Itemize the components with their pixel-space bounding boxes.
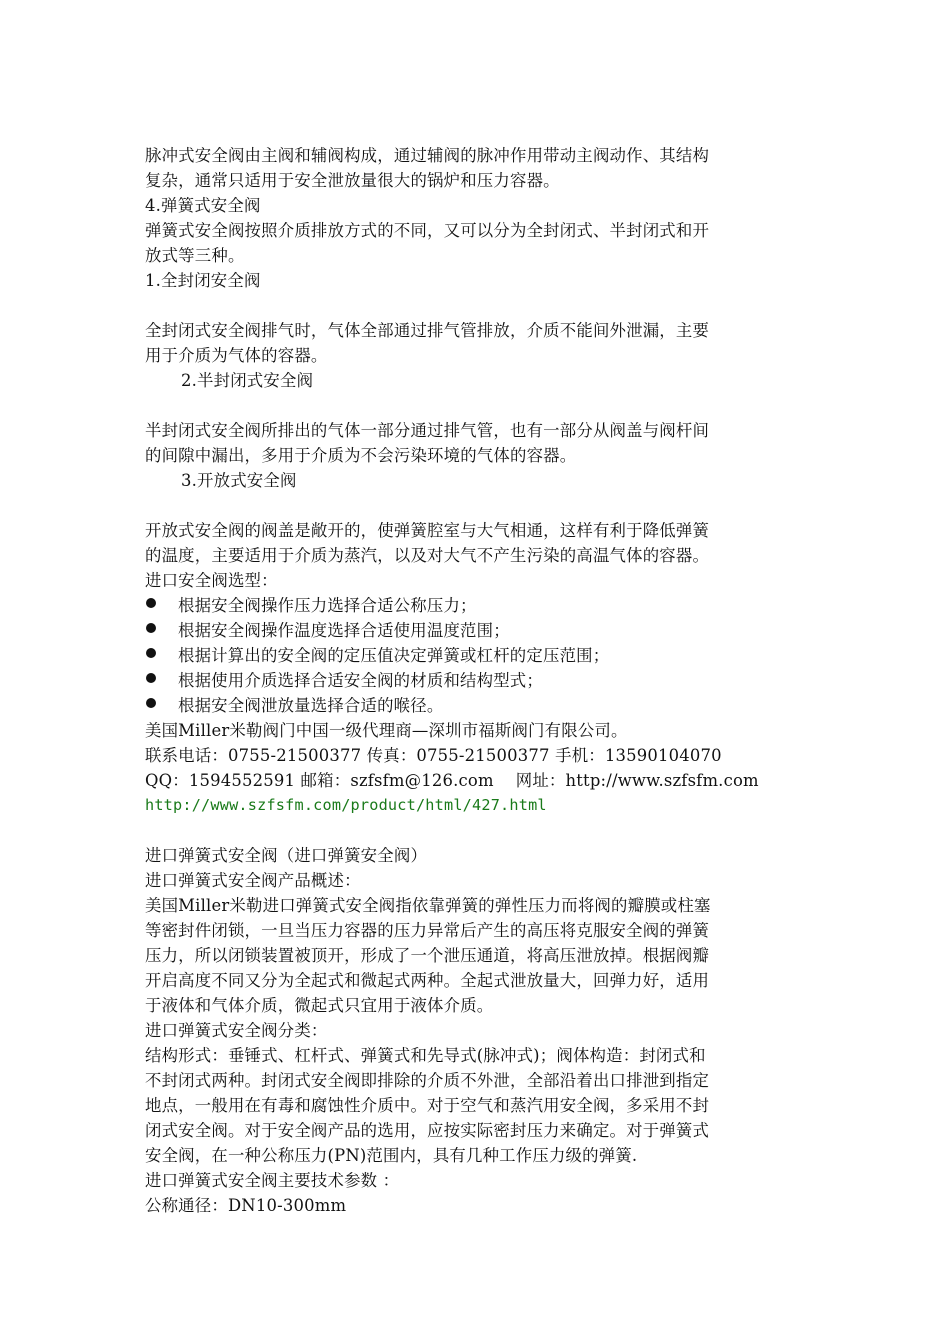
company-line: 美国Miller米勒阀门中国一级代理商—深圳市福斯阀门有限公司。 bbox=[145, 721, 628, 740]
qq-email-line: QQ：1594552591 邮箱：szfsfm@126.com 网址：http://www.szfsfm.com bbox=[145, 771, 759, 790]
subsection-heading: 3.开放式安全阀 bbox=[181, 471, 297, 490]
text-line: 美国Miller米勒进口弹簧式安全阀指依靠弹簧的弹性压力而将阀的瓣膜或柱塞 bbox=[145, 896, 711, 915]
list-item: 根据安全阀操作温度选择合适使用温度范围； bbox=[178, 621, 510, 640]
text-line: 弹簧式安全阀按照介质排放方式的不同，又可以分为全封闭式、半封闭式和开 bbox=[145, 221, 710, 240]
list-item: 根据安全阀操作压力选择合适公称压力； bbox=[178, 596, 477, 615]
list-item: 根据使用介质选择合适安全阀的材质和结构型式； bbox=[178, 671, 543, 690]
list-item: 根据计算出的安全阀的定压值决定弹簧或杠杆的定压范围； bbox=[178, 646, 610, 665]
text-line: 地点，一般用在有毒和腐蚀性介质中。对于空气和蒸汽用安全阀，多采用不封 bbox=[145, 1096, 710, 1115]
text-line: 半封闭式安全阀所排出的气体一部分通过排气管，也有一部分从阀盖与阀杆间 bbox=[145, 421, 710, 440]
bullet-icon bbox=[146, 698, 156, 708]
overview-title: 进口弹簧式安全阀产品概述： bbox=[145, 871, 361, 890]
text-line: 等密封件闭锁，一旦当压力容器的压力异常后产生的高压将克服安全阀的弹簧 bbox=[145, 921, 710, 940]
nominal-diameter: 公称通径：DN10-300mm bbox=[145, 1196, 347, 1215]
text-line: 结构形式：垂锤式、杠杆式、弹簧式和先导式(脉冲式)；阀体构造：封闭式和 bbox=[145, 1046, 706, 1065]
list-item: 根据安全阀泄放量选择合适的喉径。 bbox=[178, 696, 444, 715]
text-line: 不封闭式两种。封闭式安全阀即排除的介质不外泄，全部沿着出口排泄到指定 bbox=[145, 1071, 710, 1090]
bullet-icon bbox=[146, 648, 156, 658]
text-line: 脉冲式安全阀由主阀和辅阀构成，通过辅阀的脉冲作用带动主阀动作、其结构 bbox=[145, 146, 710, 165]
bullet-icon bbox=[146, 598, 156, 608]
text-line: 开启高度不同又分为全起式和微起式两种。全起式泄放量大，回弹力好，适用 bbox=[145, 971, 710, 990]
subsection-heading: 2.半封闭式安全阀 bbox=[181, 371, 314, 390]
bullet-icon bbox=[146, 623, 156, 633]
text-line: 的温度，主要适用于介质为蒸汽，以及对大气不产生污染的高温气体的容器。 bbox=[145, 546, 710, 565]
text-line: 开放式安全阀的阀盖是敞开的，使弹簧腔室与大气相通，这样有利于降低弹簧 bbox=[145, 521, 710, 540]
phone-line: 联系电话：0755-21500377 传真：0755-21500377 手机：13590104070 bbox=[145, 746, 722, 765]
text-line: 全封闭式安全阀排气时，气体全部通过排气管排放，介质不能间外泄漏，主要 bbox=[145, 321, 710, 340]
text-line: 放式等三种。 bbox=[145, 246, 245, 265]
bullet-icon bbox=[146, 673, 156, 683]
text-line: 的间隙中漏出，多用于介质为不会污染环境的气体的容器。 bbox=[145, 446, 577, 465]
text-line: 用于介质为气体的容器。 bbox=[145, 346, 328, 365]
section-heading: 4.弹簧式安全阀 bbox=[145, 196, 261, 215]
classification-title: 进口弹簧式安全阀分类： bbox=[145, 1021, 328, 1040]
subsection-heading: 1.全封闭安全阀 bbox=[145, 271, 261, 290]
section-title: 进口弹簧式安全阀（进口弹簧安全阀） bbox=[145, 846, 428, 865]
text-line: 压力，所以闭锁装置被顶开，形成了一个泄压通道，将高压泄放掉。根据阀瓣 bbox=[145, 946, 710, 965]
selection-title: 进口安全阀选型： bbox=[145, 571, 278, 590]
product-link[interactable]: http://www.szfsfm.com/product/html/427.html bbox=[145, 796, 547, 814]
text-line: 闭式安全阀。对于安全阀产品的选用，应按实际密封压力来确定。对于弹簧式 bbox=[145, 1121, 710, 1140]
text-line: 安全阀，在一种公称压力(PN)范围内，具有几种工作压力级的弹簧. bbox=[145, 1146, 638, 1165]
text-line: 于液体和气体介质，微起式只宜用于液体介质。 bbox=[145, 996, 494, 1015]
parameters-title: 进口弹簧式安全阀主要技术参数 ： bbox=[145, 1171, 400, 1190]
text-line: 复杂，通常只适用于安全泄放量很大的锅炉和压力容器。 bbox=[145, 171, 560, 190]
